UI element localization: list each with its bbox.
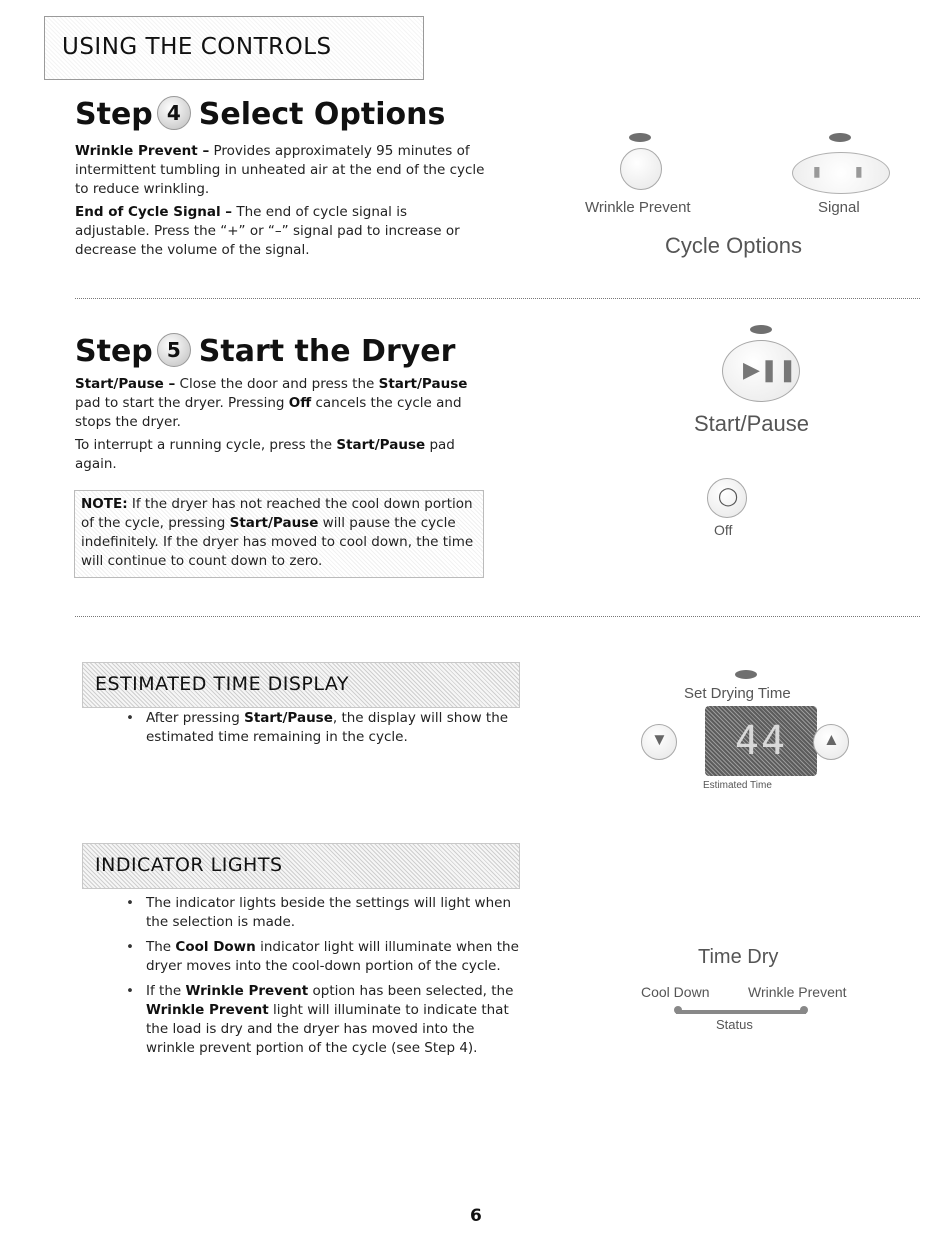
indicator-lights-band bbox=[82, 843, 520, 889]
set-drying-time-label: Set Drying Time bbox=[684, 685, 791, 702]
signal-down-icon[interactable]: ▮ bbox=[813, 163, 821, 179]
start-pause-text-2: pad to start the dryer. Pressing bbox=[75, 395, 285, 411]
interrupt-text-1: To interrupt a running cycle, press the bbox=[75, 437, 333, 453]
start-pause-pad[interactable] bbox=[722, 340, 800, 402]
time-up-button[interactable] bbox=[813, 724, 849, 760]
time-down-button[interactable] bbox=[641, 724, 677, 760]
off-pad-label: Off bbox=[714, 522, 733, 538]
indicator-lights-title: INDICATOR LIGHTS bbox=[95, 854, 283, 876]
set-drying-time-indicator-light bbox=[735, 670, 757, 679]
step-5-prefix: Step bbox=[75, 334, 153, 369]
wrinkle-prevent-indicator-light bbox=[629, 133, 651, 142]
cool-down-status-light bbox=[674, 1006, 682, 1014]
note-text-1: If the dryer has not reached the cool down portion of the cycle, pressing bbox=[81, 496, 473, 531]
time-display-digits: 44 bbox=[734, 718, 788, 764]
wrinkle-prevent-pad[interactable] bbox=[620, 148, 662, 190]
step-5-body bbox=[75, 375, 495, 478]
step-4-prefix: Step bbox=[75, 97, 153, 132]
end-signal-text: The end of cycle signal is adjustable. Press the “+” or “–” signal pad to increase or decrease the volume of the signal. bbox=[75, 204, 460, 258]
interrupt-text-2: pad again. bbox=[75, 437, 455, 472]
bullet-text: If the bbox=[146, 983, 182, 999]
wrinkle-prevent-term: Wrinkle Prevent – bbox=[75, 143, 210, 159]
step-5-heading bbox=[75, 333, 455, 369]
bullet-text: The indicator lights beside the settings will light when the selection is made. bbox=[146, 895, 512, 930]
section-header-title: USING THE CONTROLS bbox=[62, 34, 332, 60]
page-number: 6 bbox=[470, 1206, 482, 1226]
step-4-number-badge: 4 bbox=[157, 96, 191, 130]
start-pause-term: Start/Pause – bbox=[75, 376, 176, 392]
step-4-title: Select Options bbox=[198, 97, 446, 132]
note-box bbox=[74, 490, 484, 578]
status-bar bbox=[676, 1010, 806, 1014]
cycle-options-caption: Cycle Options bbox=[665, 233, 802, 258]
off-pad[interactable] bbox=[707, 478, 747, 518]
start-pause-bold: Start/Pause bbox=[378, 376, 468, 392]
play-pause-icon: ▶❚❚ bbox=[743, 357, 797, 382]
start-pause-caption: Start/Pause bbox=[694, 411, 809, 436]
signal-up-icon[interactable]: ▮ bbox=[855, 163, 863, 179]
wrinkle-prevent-status-label: Wrinkle Prevent bbox=[748, 984, 847, 1000]
bullet-text: The bbox=[146, 939, 172, 955]
start-pause-indicator-light bbox=[750, 325, 772, 334]
bullet-bold: Cool Down bbox=[175, 939, 256, 955]
start-pause-paragraph bbox=[75, 375, 495, 432]
section-divider bbox=[75, 616, 920, 617]
step-4-heading bbox=[75, 96, 445, 132]
wrinkle-prevent-text: Provides approximately 95 minutes of intermittent tumbling in unheated air at the end of the cycle to reduce wrinkling. bbox=[75, 143, 485, 197]
estimated-time-title: ESTIMATED TIME DISPLAY bbox=[95, 673, 350, 695]
section-divider bbox=[75, 298, 920, 299]
note-label: NOTE: bbox=[81, 496, 128, 512]
wrinkle-prevent-status-light bbox=[800, 1006, 808, 1014]
bullet-text: , the display will show the estimated time remaining in the cycle. bbox=[146, 710, 509, 745]
note-bold: Start/Pause bbox=[229, 515, 319, 531]
bullet-bold: Wrinkle Prevent bbox=[185, 983, 309, 999]
estimated-time-body bbox=[120, 709, 510, 753]
power-off-icon: ◯ bbox=[718, 486, 739, 506]
bullet-bold: Wrinkle Prevent bbox=[146, 1002, 269, 1018]
interrupt-bold: Start/Pause bbox=[336, 437, 426, 453]
end-signal-term: End of Cycle Signal – bbox=[75, 204, 233, 220]
start-pause-text-1: Close the door and press the bbox=[179, 376, 375, 392]
off-bold: Off bbox=[288, 395, 312, 411]
estimated-time-label: Estimated Time bbox=[703, 780, 772, 791]
down-arrow-icon: ▼ bbox=[651, 730, 668, 749]
step-5-number-badge: 5 bbox=[157, 333, 191, 367]
signal-indicator-light bbox=[829, 133, 851, 142]
interrupt-paragraph bbox=[75, 436, 495, 474]
list-item bbox=[120, 938, 525, 976]
time-dry-label: Time Dry bbox=[698, 946, 779, 968]
bullet-text: light will illuminate to indicate that the load is dry and the dryer has moved into the wrinkle prevent portion of the cycle (see Step 4). bbox=[146, 1002, 509, 1056]
estimated-time-band bbox=[82, 662, 520, 708]
list-item bbox=[120, 982, 525, 1058]
time-display bbox=[705, 706, 817, 776]
cool-down-label: Cool Down bbox=[641, 984, 710, 1000]
bullet-bold: Start/Pause bbox=[244, 710, 333, 726]
step-5-title: Start the Dryer bbox=[198, 334, 456, 369]
step-4-body bbox=[75, 142, 485, 264]
signal-pad-label: Signal bbox=[818, 199, 860, 216]
bullet-text: option has been selected, the bbox=[312, 983, 514, 999]
start-pause-text-3: cancels the cycle and stops the dryer. bbox=[75, 395, 462, 430]
bullet-text: indicator light will illuminate when the dryer moves into the cool-down portion of the cycle. bbox=[146, 939, 519, 974]
bullet-text: After pressing bbox=[146, 710, 240, 726]
wrinkle-prevent-pad-label: Wrinkle Prevent bbox=[585, 199, 691, 216]
note-text-2: will pause the cycle indefinitely. If the dryer has moved to cool down, the time will continue to count down to zero. bbox=[81, 515, 474, 569]
status-label: Status bbox=[716, 1017, 753, 1032]
end-signal-paragraph bbox=[75, 203, 485, 260]
indicator-lights-body bbox=[120, 894, 525, 1064]
signal-rocker-pad[interactable] bbox=[792, 152, 890, 194]
list-item bbox=[120, 894, 525, 932]
wrinkle-prevent-paragraph bbox=[75, 142, 485, 199]
up-arrow-icon: ▲ bbox=[823, 730, 840, 749]
list-item bbox=[120, 709, 510, 747]
